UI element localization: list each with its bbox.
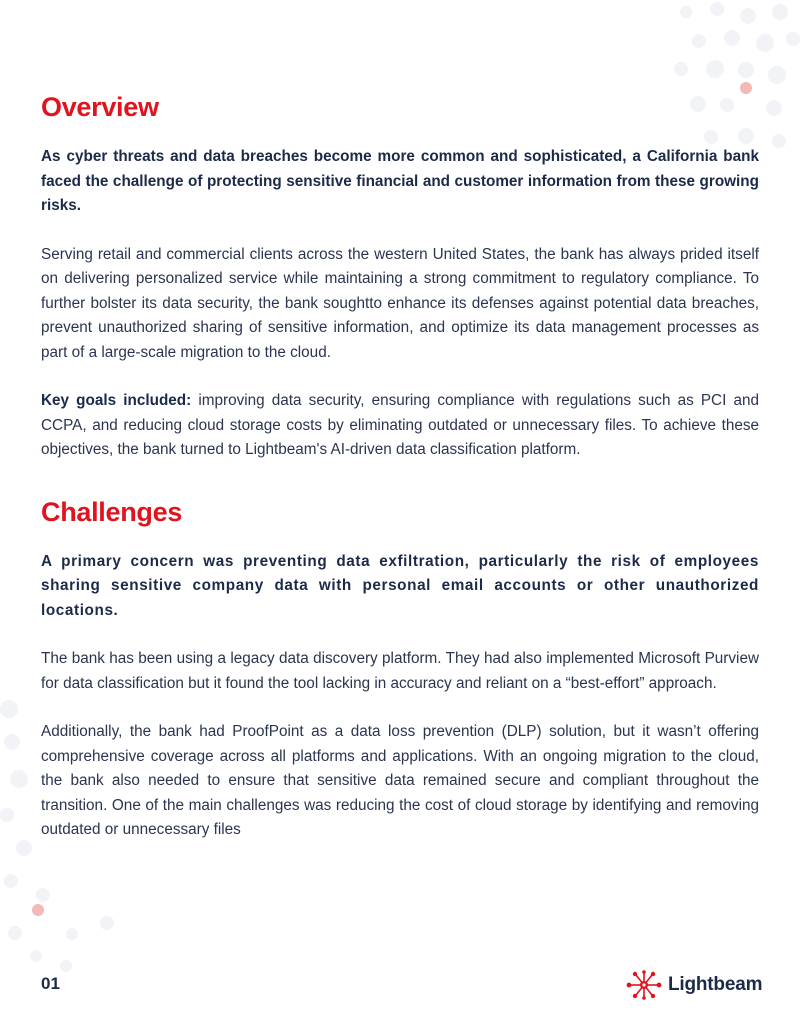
challenges-paragraph-1: The bank has been using a legacy data discovery platform. They had also implemented Microsoft Purview for data classification but it found the tool lacking in accuracy and reliant on a “best-effort” approach. [41, 650, 759, 692]
overview-paragraph-1: Serving retail and commercial clients across the western United States, the bank has always prided itself on delivering personalized service while maintaining a strong commitment to regulatory compliance. To further bolster its data security, the bank soughtto enhance its defenses against potential data breaches, prevent unauthorized sharing of sensitive information, and optimize its data management processes as part of a large-scale migration to the cloud. [41, 245, 759, 361]
lightbeam-logo [624, 970, 762, 1000]
challenges-heading: Challenges [41, 496, 183, 527]
document-body [41, 92, 759, 843]
page-number: 01 [41, 974, 60, 993]
goals-label: Key goals included: [41, 392, 192, 409]
overview-heading: Overview [41, 92, 159, 122]
lightbeam-logo-icon [624, 970, 664, 1000]
challenges-lead: A primary concern was preventing data exfiltration, particularly the risk of employees sharing sensitive company data with personal email accounts or other unauthorized locations. [41, 552, 759, 619]
challenges-paragraph-2: Additionally, the bank had ProofPoint as a data loss prevention (DLP) solution, but it wasn’t offering comprehensive coverage across all platforms and applications. With an ongoing migration to the cloud, the bank also needed to ensure that sensitive data remained secure and compliant throughout the transition. One of the main challenges was reducing the cost of cloud storage by identifying and removing outdated or unnecessary files [41, 723, 759, 838]
overview-lead: As cyber threats and data breaches become more common and sophisticated, a California bank faced the challenge of protecting sensitive financial and customer information from these growing risks. [41, 148, 759, 214]
goals-text: improving data security, ensuring compliance with regulations such as PCI and CCPA, and reducing cloud storage costs by eliminating outdated or unnecessary files. To achieve these objectives, the bank turned to Lightbeam's AI-driven data classification platform. [41, 392, 759, 458]
overview-goals-paragraph [41, 389, 759, 463]
brand-name: Lightbeam [668, 974, 763, 995]
